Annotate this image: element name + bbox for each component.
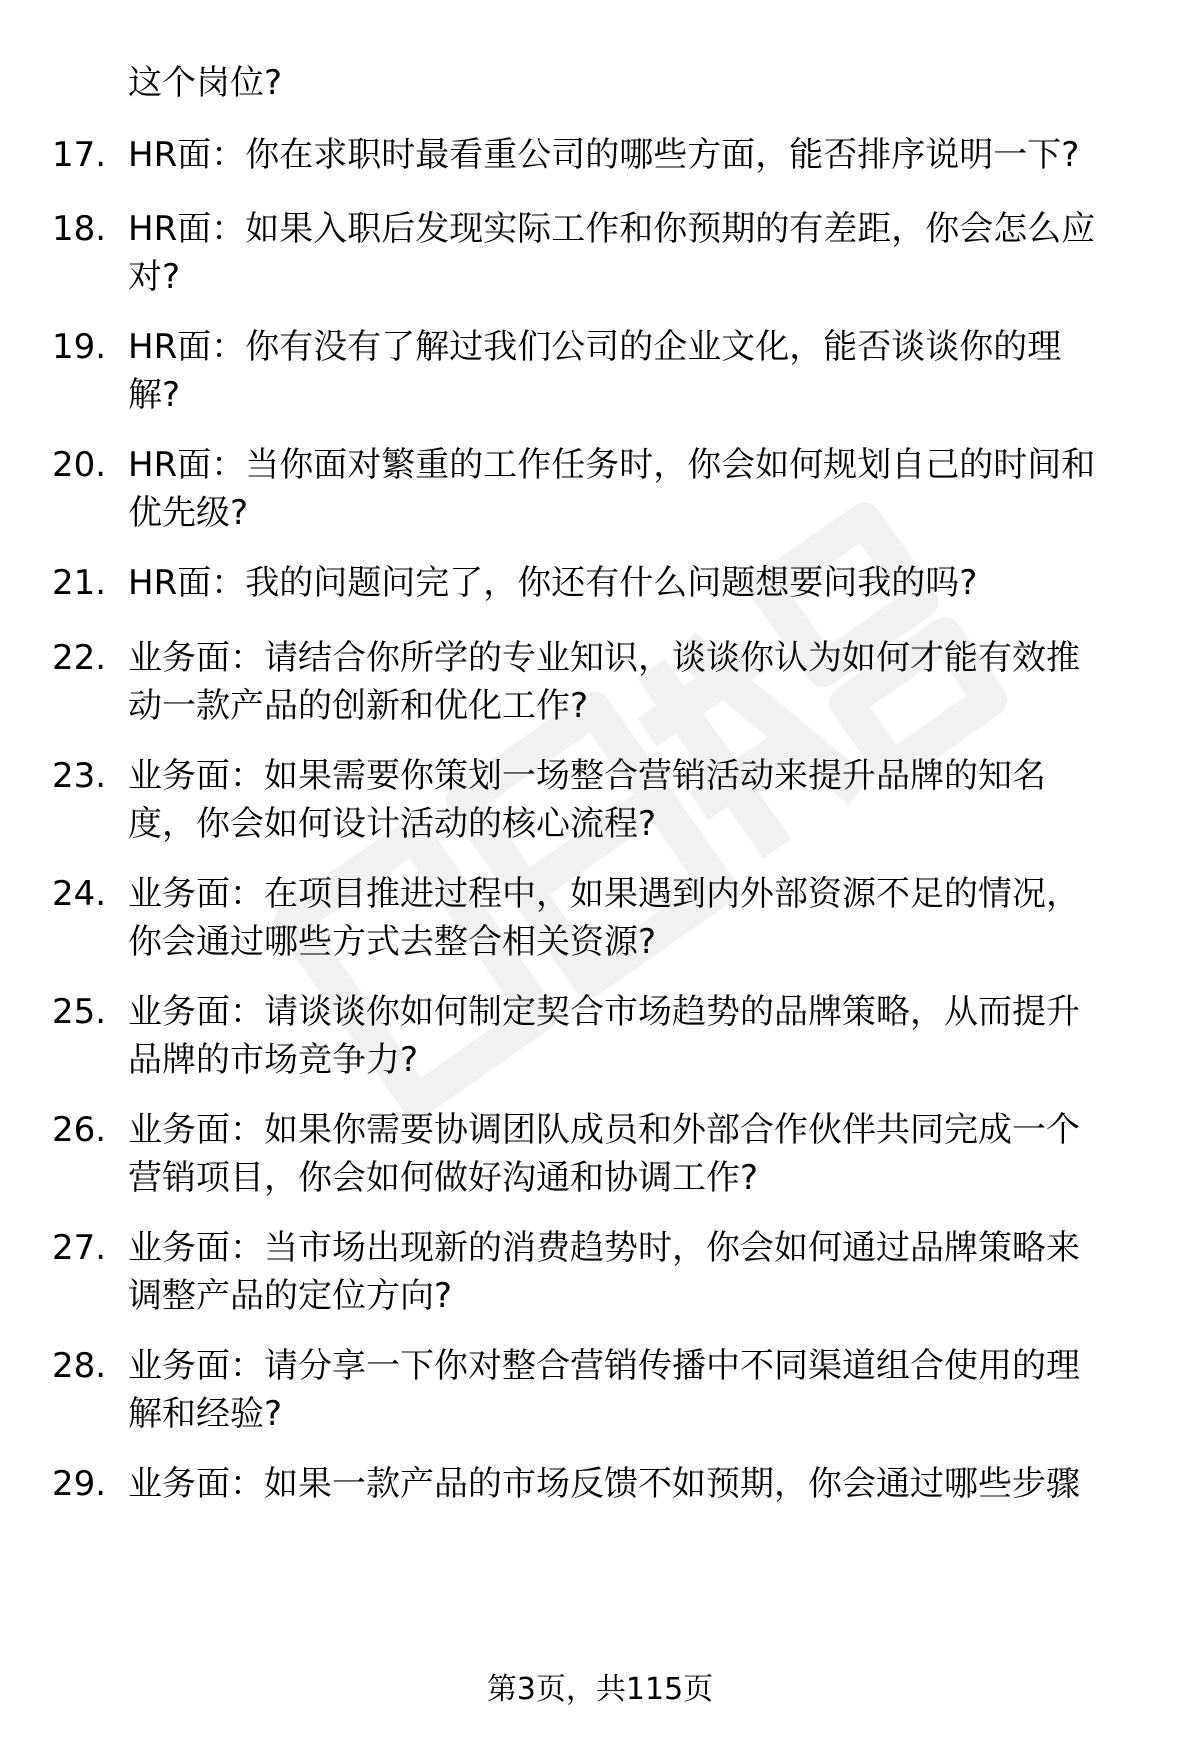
item-text: 业务面：请分享一下你对整合营销传播中不同渠道组合使用的理: [128, 1346, 1080, 1386]
item-text: 业务面：在项目推进过程中，如果遇到内外部资源不足的情况，: [128, 874, 1080, 914]
item-number: 24.: [52, 874, 107, 914]
item-number: 20.: [52, 445, 107, 485]
item-text: HR面：你在求职时最看重公司的哪些方面，能否排序说明一下?: [128, 135, 1080, 175]
item-text: HR面：我的问题问完了，你还有什么问题想要问我的吗?: [128, 563, 978, 603]
item-text: HR面：如果入职后发现实际工作和你预期的有差距，你会怎么应: [128, 209, 1096, 249]
item-number: 27.: [52, 1228, 107, 1268]
item-text: HR面：当你面对繁重的工作任务时，你会如何规划自己的时间和: [128, 445, 1096, 485]
item-text: 业务面：请结合你所学的专业知识，谈谈你认为如何才能有效推: [128, 638, 1080, 678]
item-text: 业务面：如果你需要协调团队成员和外部合作伙伴共同完成一个: [128, 1110, 1080, 1150]
item-number: 21.: [52, 563, 107, 603]
item-number: 18.: [52, 209, 107, 249]
item-text: 业务面：当市场出现新的消费趋势时，你会如何通过品牌策略来: [128, 1228, 1080, 1268]
item-number: 25.: [52, 992, 107, 1032]
item-text: 业务面：请谈谈你如何制定契合市场趋势的品牌策略，从而提升: [128, 992, 1080, 1032]
page-footer: 第3页，共115页: [486, 1672, 714, 1707]
item-text: 动一款产品的创新和优化工作?: [128, 686, 589, 726]
item-text: 解?: [128, 375, 181, 415]
continued-line: 这个岗位?: [128, 63, 283, 103]
item-text: 对?: [128, 257, 181, 297]
item-number: 19.: [52, 327, 107, 367]
item-number: 26.: [52, 1110, 107, 1150]
item-text: 优先级?: [128, 493, 249, 533]
item-number: 28.: [52, 1346, 107, 1386]
item-text: 解和经验?: [128, 1394, 283, 1434]
item-number: 17.: [52, 135, 107, 175]
item-text: HR面：你有没有了解过我们公司的企业文化，能否谈谈你的理: [128, 327, 1062, 367]
item-text: 营销项目，你会如何做好沟通和协调工作?: [128, 1158, 759, 1198]
item-number: 22.: [52, 638, 107, 678]
item-number: 29.: [52, 1464, 107, 1504]
item-text: 度，你会如何设计活动的核心流程?: [128, 804, 657, 844]
item-text: 业务面：如果一款产品的市场反馈不如预期，你会通过哪些步骤: [128, 1464, 1080, 1504]
item-text: 调整产品的定位方向?: [128, 1276, 453, 1316]
item-number: 23.: [52, 756, 107, 796]
item-text: 品牌的市场竞争力?: [128, 1040, 419, 1080]
item-text: 业务面：如果需要你策划一场整合营销活动来提升品牌的知名: [128, 756, 1046, 796]
item-text: 你会通过哪些方式去整合相关资源?: [128, 922, 657, 962]
